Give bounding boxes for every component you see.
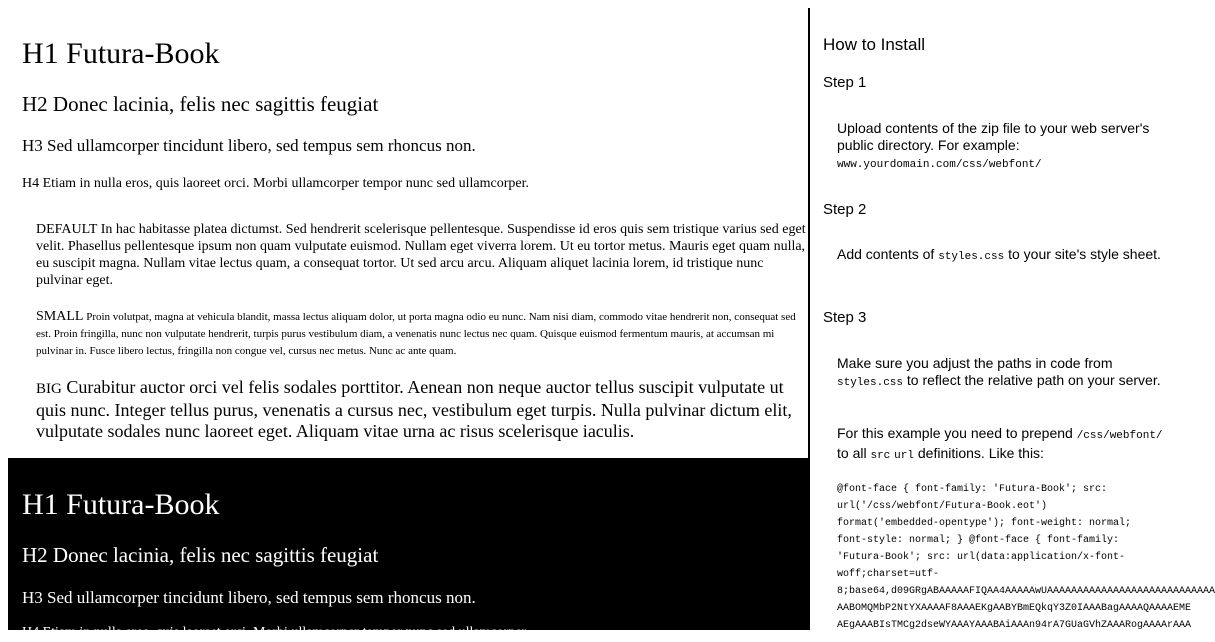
step2-text-after: to your site's style sheet.	[1004, 246, 1161, 262]
example-path: /css/webfont/	[1076, 430, 1163, 442]
step1-description: Upload contents of the zip file to your web server's public directory. For example:	[837, 120, 1150, 153]
font-face-code-block[interactable]: @font-face { font-family: 'Futura-Book'; src: url('/css/webfont/Futura-Book.eot') format('embedded-opentype'); font-weight: normal; font-style: normal; } @font-face { font-family: 'Futura-Book'; src: url(data:application/x-font- woff;charset=utf- 8;base64,d09GRgABAAAAAFIQAA4AAAAAwUAAAAAAAAAAAAAAAAAAAAAAAAAAAA AABOMQMbP2NtYXAAAAF8AAAEKgAABYBmEQkqY3Z0IAAABagAAAAQAAAAEME AEgAAABIsTMCg2dseWYAAAYAAABAiAAAn94rA7GUaGVhZAAARogAAAArAAA	[837, 484, 1215, 631]
specimen-dark-h3: H3 Sed ullamcorper tincidunt libero, sed tempus sem rhoncus non.	[22, 588, 476, 607]
small-text: Proin volutpat, magna at vehicula blandit, massa lectus aliquam dolor, ut porta magna odio eu nunc. Nam nisi diam, commodo vitae hendrerit non, consequat sed est. Proin fringilla, nunc non vulputate hendrerit, turpis purus vestibulum diam, a venenatis nunc lectus nec quam. Quisque euismod fermentum mauris, at accumsan mi pulvinar in. Fusce libero lectus, fringilla non congue vel, cursus nec metus. Nunc ac ante quam.	[36, 311, 796, 357]
step3-example-text	[837, 425, 1172, 465]
specimen-h2: H2 Donec lacinia, felis nec sagittis feugiat	[22, 92, 379, 116]
step3-file: styles.css	[837, 377, 904, 389]
specimen-dark-h1: H1 Futura-Book	[22, 488, 220, 521]
specimen-small-paragraph	[36, 308, 806, 360]
step2-text	[837, 246, 1172, 266]
example-after: definitions. Like this:	[913, 445, 1044, 461]
specimen-dark-section	[8, 458, 808, 640]
specimen-h4: H4 Etiam in nulla eros, quis laoreet orci. Morbi ullamcorper tempor nunc sed ullamcorper.	[22, 176, 529, 191]
example-before: For this example you need to prepend	[837, 425, 1077, 441]
step1-path: www.yourdomain.com/css/webfont/	[837, 159, 1042, 171]
step2-text-before: Add contents of	[837, 246, 939, 262]
step3-heading: Step 3	[823, 309, 867, 326]
default-label: DEFAULT	[36, 222, 98, 237]
step2-file: styles.css	[938, 251, 1005, 263]
specimen-dark-h4: H4 Etiam in nulla eros, quis laoreet orci. Morbi ullamcorper tempor nunc sed ullamcorper.	[22, 625, 529, 640]
specimen-h3: H3 Sed ullamcorper tincidunt libero, sed tempus sem rhoncus non.	[22, 136, 476, 155]
big-text: Curabitur auctor orci vel felis sodales porttitor. Aenean non neque auctor tellus suscipit vulputate ut quis nunc. Integer tellus purus, venenatis a cursus nec, vestibulum eget turpis. Nulla pulvinar dictum elit, vulputate sodales nunc laoreet eget. Aliquam vitae urna ac risus scelerisque iaculis.	[36, 377, 792, 441]
step3-text	[837, 355, 1172, 392]
step2-heading: Step 2	[823, 201, 867, 218]
big-label: BIG	[36, 381, 62, 397]
step3-text-before: Make sure you adjust the paths in code from	[837, 355, 1113, 371]
step1-text	[837, 120, 1172, 174]
example-url: url	[894, 450, 914, 462]
default-text: In hac habitasse platea dictumst. Sed hendrerit scelerisque pellentesque. Suspendisse id eros quis sem tristique varius sed eget velit. Phasellus pellentesque ipsum non quam vulputate euismod. Nullam eget viverra lorem. Ut eu tortor metus. Mauris eget quam nulla, eu suscipit magna. Nullam vitae lectus quam, a consequat tortor. Ut sed arcu arcu. Aliquam aliquet lacinia lorem, id tristique nunc pulvinar eget.	[36, 222, 806, 288]
specimen-h1: H1 Futura-Book	[22, 37, 220, 70]
example-src: src	[870, 450, 891, 462]
small-label: SMALL	[36, 309, 84, 324]
install-instructions-panel[interactable]	[810, 0, 1215, 631]
specimen-big-paragraph	[36, 377, 806, 442]
step1-heading: Step 1	[823, 74, 867, 91]
install-title: How to Install	[823, 35, 926, 54]
specimen-dark-h2: H2 Donec lacinia, felis nec sagittis feugiat	[22, 543, 379, 567]
specimen-default-paragraph	[36, 221, 810, 289]
example-middle: to all	[837, 445, 871, 461]
step3-text-after: to reflect the relative path on your server.	[903, 372, 1161, 388]
specimen-light-section	[0, 0, 808, 458]
